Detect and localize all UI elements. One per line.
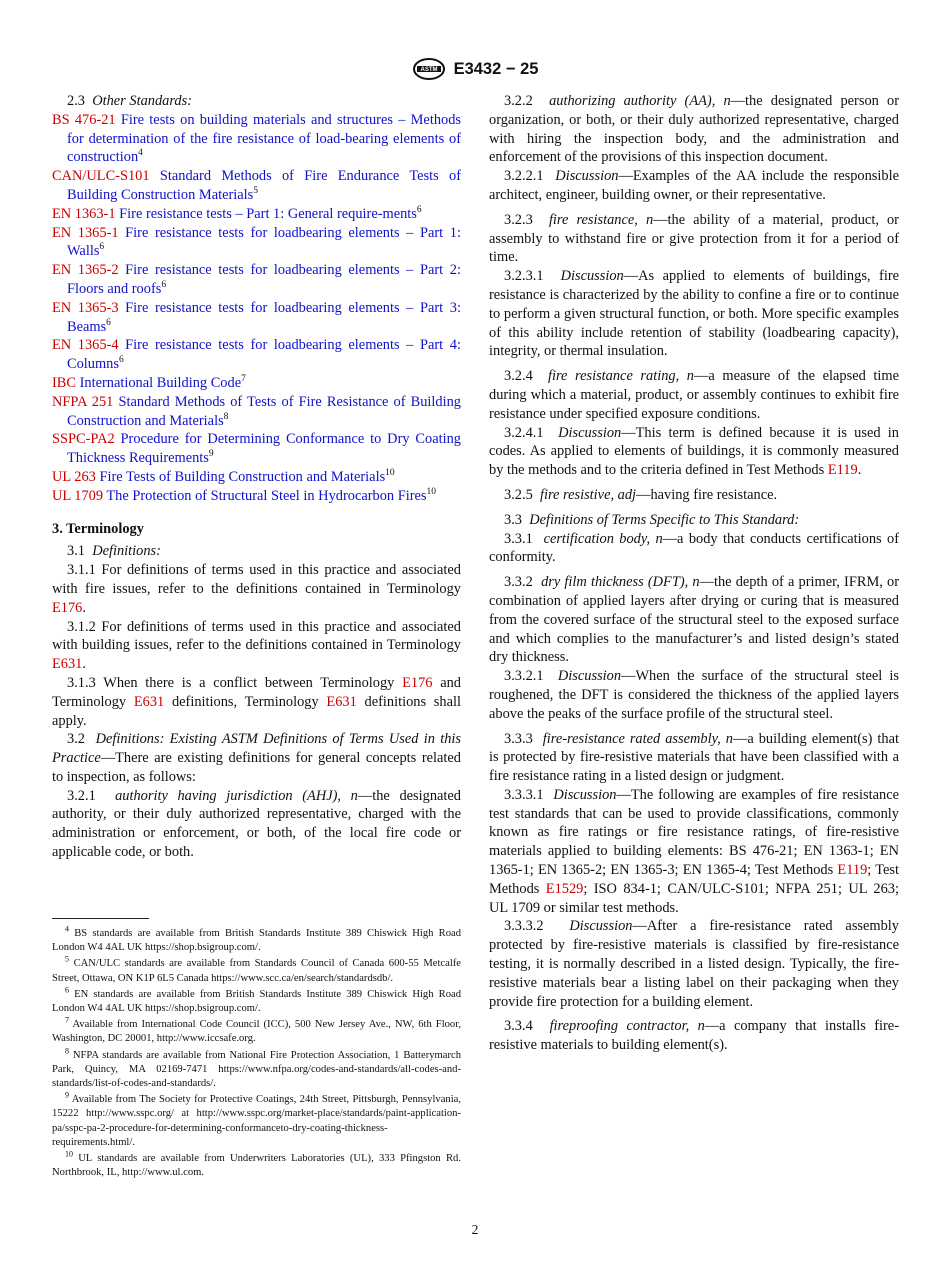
para-3-2-4-1: 3.2.4.1 Discussion—This term is defined because it is used in codes. As applied to elements of buildings, it is commonly measured by the methods and to the criteria defined in Test Methods E119.	[489, 424, 899, 479]
footnote-marker: 10	[385, 468, 395, 479]
reference-code-link[interactable]: SSPC-PA2	[52, 431, 115, 448]
footnote-marker: 6	[416, 204, 422, 215]
footnote-text: EN standards are available from British Standards Institute 389 Chiswick High Road London W4 4AL UK https://shop.bsigroup.com/.	[52, 988, 461, 1015]
para-3-2-4: 3.2.4 fire resistance rating, n—a measure of the elapsed time during which a material, product, or assembly continues to exhibit fire resistance under specified exposure conditions.	[489, 368, 899, 422]
footnotes	[52, 918, 461, 1182]
reference-list	[52, 111, 461, 506]
reference-code-link[interactable]: UL 1709	[52, 487, 104, 504]
para-3-2-5: 3.2.5 fire resistive, adj—having fire resistance.	[504, 486, 778, 503]
reference-code-link[interactable]: CAN/ULC-S101	[52, 168, 150, 185]
footnote-number: 6	[65, 985, 69, 995]
para-3-1: 3.1 Definitions:	[67, 543, 161, 560]
footnote-text: CAN/ULC standards are available from Standards Council of Canada 600-55 Metcalfe Street, Ottawa, ON K1P 6L5 Canada https://www.scc.ca/en/search/standardsdb/.	[52, 958, 461, 984]
para-3-2-3-1: 3.2.3.1 Discussion—As applied to elements of buildings, fire resistance is characterized by the ability to confine a fire or to continue to perform a given structural function, or both. More specific examples of this ability include retention of stability (loadbearing capacity), integrity, or thermal insulation.	[489, 268, 899, 360]
reference-title-link[interactable]: Fire resistance tests for loadbearing elements – Part 2: Floors and roofs	[67, 262, 461, 297]
footnote-marker: 5	[253, 186, 259, 197]
astm-logo-icon	[412, 57, 446, 81]
footnote-number: 5	[65, 954, 69, 964]
reference-item	[52, 393, 461, 431]
footnote-item	[52, 1046, 461, 1092]
other-standards-heading: 2.3 Other Standards:	[67, 93, 193, 109]
footnote-number: 4	[65, 924, 69, 934]
reference-title-link[interactable]: Fire resistance tests – Part 1: General require-ments	[119, 205, 417, 222]
ref-e631-link[interactable]: E631	[326, 693, 357, 710]
footnote-text: NFPA standards are available from National Fire Protection Association, 1 Batterymarch Park, Quincy, MA 02169-7471 https://www.nfpa.org/codes-and-standards/all-codes-and-standards/list-of-codes-and-standards/.	[52, 1049, 461, 1090]
footnote-item	[52, 1149, 461, 1180]
ref-e1529-link[interactable]: E1529	[545, 880, 584, 897]
footnote-marker: 6	[106, 317, 111, 328]
reference-item	[52, 430, 461, 468]
footnote-marker: 7	[241, 374, 246, 385]
footnote-marker: 8	[223, 411, 229, 422]
reference-title-link[interactable]: Standard Methods of Tests of Fire Resistance of Building Construction and Materials	[67, 393, 461, 429]
footnote-number: 8	[65, 1046, 69, 1056]
reference-code-link[interactable]: NFPA 251	[52, 393, 114, 410]
reference-item	[52, 205, 461, 224]
right-column	[489, 92, 899, 1055]
footnote-text: UL standards are available from Underwriters Laboratories (UL), 333 Pfingston Rd. Northbrook, IL, http://www.ul.com.	[52, 1153, 461, 1179]
reference-title-link[interactable]: Fire resistance tests for loadbearing elements – Part 3: Beams	[67, 299, 461, 335]
footnote-list	[52, 924, 461, 1180]
footnote-marker: 6	[99, 242, 105, 253]
para-3-3-2-1: 3.3.2.1 Discussion—When the surface of the structural steel is roughened, the DFT is considered the thickness of the applied layers above the peaks of the surface profile of the structural steel.	[489, 668, 899, 722]
footnote-number: 10	[65, 1149, 73, 1159]
footnote-item	[52, 1015, 461, 1046]
reference-code-link[interactable]: EN 1365-2	[52, 262, 119, 279]
page-number: 2	[471, 1222, 479, 1237]
para-3-2: 3.2 Definitions: Existing ASTM Definitions of Terms Used in this Practice—There are existing definitions for general concepts related to inspection, as follows:	[52, 731, 461, 785]
reference-code-link[interactable]: EN 1365-1	[52, 224, 119, 241]
reference-title-link[interactable]: Fire resistance tests for loadbearing elements – Part 4: Columns	[67, 337, 461, 373]
footnote-marker: 9	[208, 449, 214, 460]
reference-item	[52, 111, 461, 167]
reference-item	[52, 336, 461, 374]
ref-e631-link[interactable]: E631	[133, 693, 165, 710]
reference-item	[52, 261, 461, 299]
svg-text:ASTM: ASTM	[420, 67, 438, 73]
footnote-number: 9	[65, 1090, 69, 1100]
reference-code-link[interactable]: EN 1365-3	[52, 299, 119, 316]
reference-item	[52, 468, 461, 487]
footnote-number: 7	[65, 1015, 69, 1025]
reference-code-link[interactable]: EN 1365-4	[52, 337, 119, 354]
reference-code-link[interactable]: IBC	[52, 374, 76, 391]
left-column	[52, 92, 461, 862]
para-3-3-3: 3.3.3 fire-resistance rated assembly, n—a building element(s) that is protected by fire-resistive materials that have been classified with a fire resistance rating in a listed design or judgment.	[489, 730, 899, 785]
reference-code-link[interactable]: UL 263	[52, 468, 96, 485]
footnote-text: Available from International Code Council (ICC), 500 New Jersey Ave., NW, 6th Floor, Washington, DC 20001, http://www.iccsafe.org.	[52, 1019, 461, 1045]
reference-code-link[interactable]: EN 1363-1	[52, 205, 116, 222]
reference-title-link[interactable]: Fire resistance tests for loadbearing elements – Part 1: Walls	[67, 224, 461, 260]
reference-title-link[interactable]: The Protection of Structural Steel in Hydrocarbon Fires	[106, 487, 427, 504]
para-3-3: 3.3 Definitions of Terms Specific to This Standard:	[504, 511, 800, 528]
para-3-1-3: 3.1.3 When there is a conflict between Terminology E176 and Terminology E631 definitions, Terminology E631 definitions shall apply.	[52, 674, 461, 729]
reference-title-link[interactable]: Procedure for Determining Conformance to Dry Coating Thickness Requirements	[67, 431, 461, 467]
para-3-2-2-1: 3.2.2.1 Discussion—Examples of the AA include the responsible architect, engineer, building owner, or their representative.	[489, 168, 899, 203]
reference-title-link[interactable]: International Building Code	[79, 374, 242, 391]
footnote-item	[52, 985, 461, 1016]
footnote-divider	[52, 918, 149, 919]
footnote-marker: 6	[161, 280, 167, 291]
para-3-2-3: 3.2.3 fire resistance, n—the ability of a material, product, or assembly to withstand fire or give protection from it for a period of time.	[489, 211, 899, 266]
ref-e176-link[interactable]: E176	[402, 674, 433, 691]
reference-item	[52, 299, 461, 337]
document-id: E3432 − 25	[453, 59, 539, 78]
ref-e119-link[interactable]: E119	[837, 862, 868, 879]
para-3-3-3-1: 3.3.3.1 Discussion—The following are examples of fire resistance test standards that can be used to provide classifications, commonly known as fire ratings or fire resistance ratings, of fire-resistive materials applied to building elements: BS 476-21; EN 1363-1; EN 1365-1; EN 1365-2; EN 1365-3; EN 1365-4; Test Methods E119; Test Methods E1529; ISO 834-1; CAN/ULC-S101; NFPA 251; UL 263; UL 1709 or similar test methods.	[489, 786, 899, 916]
para-3-2-2: 3.2.2 authorizing authority (AA), n—the designated person or organization, or both, or their duly authorized representative, charged with hiring the inspection body, and the administration and enforcement of the provisions of this inspection document.	[489, 93, 899, 166]
reference-title-link[interactable]: Fire Tests of Building Construction and Materials	[99, 468, 386, 485]
ref-e119-link[interactable]: E119	[827, 462, 858, 479]
footnote-text: Available from The Society for Protective Coatings, 24th Street, Pittsburgh, Pennsylvania, 15222 http://www.sspc.org/ at http://www.sspc.org/market-place/standards/paint-application-pa/sspc-pa-2-procedure-for-determining-conformanceto-dry-coating-thickness-requirements.html/.	[52, 1094, 461, 1148]
para-3-2-1: 3.2.1 authority having jurisdiction (AHJ), n—the designated authority, or their duly authorized representative, charged with the administration or enforcement, or both, of the local fire code or applicable code, or both.	[52, 787, 461, 861]
para-3-3-2: 3.3.2 dry film thickness (DFT), n—the depth of a primer, IFRM, or combination of applied layers after drying or curing that is measured from the covered surface of the structural steel to the exposed surface and which complies to the manufacturer’s and listed design’s stated dry thickness.	[489, 574, 899, 666]
reference-item	[52, 224, 461, 262]
reference-code-link[interactable]: BS 476-21	[52, 111, 116, 128]
footnote-marker: 4	[138, 148, 143, 159]
footnote-item	[52, 954, 461, 985]
terminology-heading: 3. Terminology	[52, 520, 144, 537]
footnote-marker: 6	[118, 355, 124, 366]
ref-e176-link[interactable]: E176	[52, 599, 83, 616]
page-header	[0, 56, 950, 82]
footnote-item	[52, 1090, 461, 1150]
reference-item	[52, 487, 461, 506]
footnote-item	[52, 924, 461, 955]
para-3-3-1: 3.3.1 certification body, n—a body that conducts certifications of conformity.	[489, 530, 899, 566]
reference-item	[52, 167, 461, 205]
reference-title-link[interactable]: Fire tests on building materials and structures – Methods for determination of the fire resistance of load-bearing elements of construction	[67, 111, 461, 166]
reference-title-link[interactable]: Standard Methods of Fire Endurance Tests of Building Construction Materials	[67, 168, 461, 203]
para-3-3-4: 3.3.4 fireproofing contractor, n—a company that installs fire-resistive materials to building element(s).	[489, 1018, 899, 1054]
reference-item	[52, 374, 461, 393]
para-3-1-1: 3.1.1 For definitions of terms used in this practice and associated with fire issues, refer to the definitions contained in Terminology E176.	[52, 562, 461, 616]
para-3-1-2: 3.1.2 For definitions of terms used in this practice and associated with building issues, refer to the definitions contained in Terminology E631.	[52, 618, 461, 673]
ref-e631-link[interactable]: E631	[52, 656, 83, 673]
footnote-text: BS standards are available from British Standards Institute 389 Chiswick High Road London W4 4AL UK https://shop.bsigroup.com/.	[52, 928, 461, 954]
para-3-3-3-2: 3.3.3.2 Discussion—After a fire-resistance rated assembly protected by fire-resistive materials is classified by fire-resistance testing, it is normally described in a listed design. Typically, the fire-resistive materials bear a listing label on their packaging when they provide fire protection for a building element.	[489, 918, 899, 1010]
footnote-marker: 10	[426, 486, 436, 497]
